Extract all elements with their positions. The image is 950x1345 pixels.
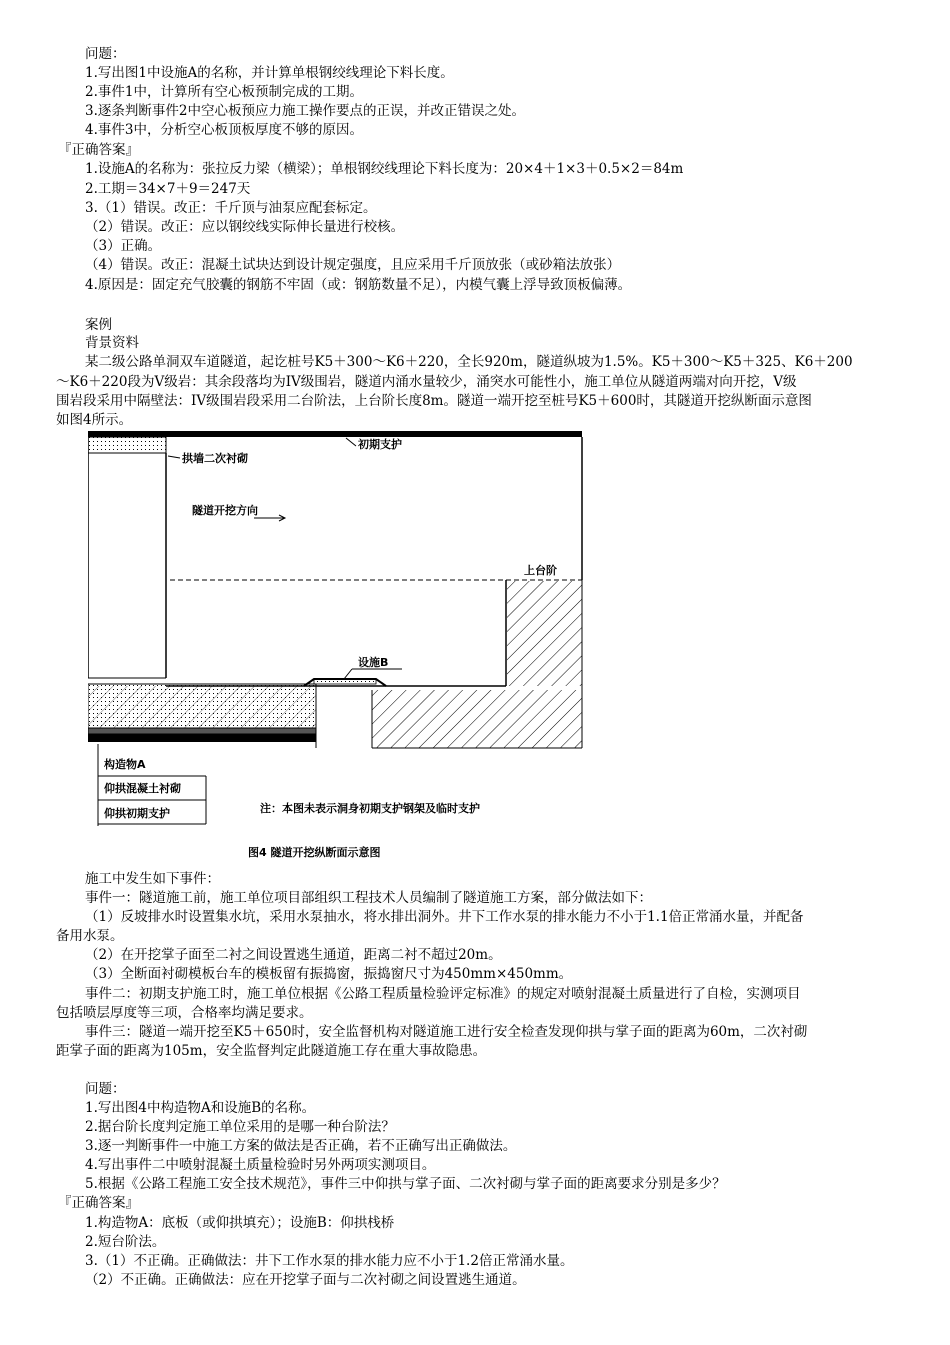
answer-title-2: 『正确答案』 <box>58 1195 139 1211</box>
answer-title-1: 『正确答案』 <box>58 142 139 158</box>
event1-line: 备用水泵。 <box>56 928 124 944</box>
facility-b-label: 设施B <box>358 656 389 669</box>
answer-item: （3）正确。 <box>85 238 162 254</box>
question-title-1: 问题： <box>85 46 126 62</box>
event2-line: 包括喷层厚度等三项，合格率均满足要求。 <box>56 1005 313 1021</box>
answer-item: （2）错误。改正：应以钢绞线实际伸长量进行校核。 <box>85 219 405 235</box>
case-label: 案例 <box>85 317 112 333</box>
arch-lining-label: 拱墙二次衬砌 <box>182 452 248 465</box>
figure-note: 注：本图未表示洞身初期支护钢架及临时支护 <box>260 802 480 815</box>
event1-line: （1）反坡排水时设置集水坑，采用水泵抽水，将水排出洞外。井下工作水泵的排水能力不小于1.1倍正常涌水量，并配备 <box>85 909 804 925</box>
answer-item: （4）错误。改正：混凝土试块达到设计规定强度，且应采用千斤顶放张（或砂箱法放张） <box>85 257 621 273</box>
invert-initial-support <box>88 728 316 734</box>
question-title-2: 问题： <box>85 1081 126 1097</box>
answer-item: 4.原因是：固定充气胶囊的钢筋不牢固（或：钢筋数量不足），内模气囊上浮导致顶板偏薄。 <box>85 277 632 293</box>
event1-line: （2）在开挖掌子面至二衬之间设置逃生通道，距离二衬不超过20m。 <box>85 947 502 963</box>
question-item: 4.事件3中，分析空心板顶板厚度不够的原因。 <box>85 122 363 138</box>
event3-line: 距掌子面的距离为105m，安全监督判定此隧道施工存在重大事故隐患。 <box>56 1043 487 1059</box>
question-item: 3.逐条判断事件2中空心板预应力施工操作要点的正误，并改正错误之处。 <box>85 103 525 119</box>
answer-item: 1.构造物A：底板（或仰拱填充）；设施B：仰拱栈桥 <box>85 1215 395 1231</box>
question-item: 2.事件1中，计算所有空心板预制完成的工期。 <box>85 84 363 100</box>
answer-item: 3.（1）不正确。正确做法：井下工作水泵的排水能力应不小于1.2倍正常涌水量。 <box>85 1253 574 1269</box>
event3-line: 事件三：隧道一端开挖至K5＋650时，安全监督机构对隧道施工进行安全检查发现仰拱与掌子面的距离为60m，二次衬砌 <box>85 1024 808 1040</box>
case-paragraph-line: ～K6＋220段为V级岩：其余段落均为IV级围岩，隧道内涌水量较少，涌突水可能性小，施工单位从隧道两端对向开挖，V级 <box>56 374 797 390</box>
event1-line: 事件一：隧道施工前，施工单位项目部组织工程技术人员编制了隧道施工方案，部分做法如下： <box>85 890 652 906</box>
answer-item: 2.短台阶法。 <box>85 1234 166 1250</box>
answer-item: 3.（1）错误。改正：千斤顶与油泵应配套标定。 <box>85 200 377 216</box>
initial-support-label: 初期支护 <box>358 438 402 451</box>
legend-invert-support: 仰拱初期支护 <box>104 807 170 820</box>
answer-item: 1.设施A的名称为：张拉反力梁（横梁）；单根钢绞线理论下料长度为：20×4＋1×3＋0.5×2＝84m <box>85 161 684 177</box>
legend-structure-a: 构造物A <box>104 758 146 771</box>
background-label: 背景资料 <box>85 335 139 351</box>
question-item: 2.据台阶长度判定施工单位采用的是哪一种台阶法？ <box>85 1119 395 1135</box>
event2-line: 事件二：初期支护施工时，施工单位根据《公路工程质量检验评定标准》的规定对喷射混凝土质量进行了自检，实测项目 <box>85 986 801 1002</box>
question-item: 1.写出图4中构造物A和设施B的名称。 <box>85 1100 316 1116</box>
case-paragraph-line: 如图4所示。 <box>56 412 133 428</box>
event1-line: （3）全断面衬砌模板台车的模板留有振捣窗，振捣窗尺寸为450mm×450mm。 <box>85 966 573 982</box>
initial-support-top <box>88 431 582 437</box>
question-item: 5.根据《公路工程施工安全技术规范》，事件三中仰拱与掌子面、二次衬砌与掌子面的距离要求分别是多少？ <box>85 1176 726 1192</box>
question-item: 1.写出图1中设施A的名称，并计算单根钢绞线理论下料长度。 <box>85 65 454 81</box>
figure-caption: 图4 隧道开挖纵断面示意图 <box>248 846 381 859</box>
bench-hatch <box>507 581 582 686</box>
answer-item: （2）不正确。正确做法：应在开挖掌子面与二次衬砌之间设置逃生通道。 <box>85 1272 526 1288</box>
tunnel-section-figure <box>88 428 598 868</box>
events-intro: 施工中发生如下事件： <box>85 871 220 887</box>
upper-bench-label: 上台阶 <box>524 564 557 577</box>
direction-label: 隧道开挖方向 <box>192 504 258 517</box>
arch-lining-block <box>88 437 166 453</box>
case-paragraph-line: 某二级公路单洞双车道隧道，起讫桩号K5＋300～K6＋220，全长920m，隧道纵坡为1.5%。K5＋300～K5＋325、K6＋200 <box>85 354 853 370</box>
legend-invert-lining: 仰拱混凝土衬砌 <box>104 782 181 795</box>
invert-bottom <box>88 734 316 742</box>
answer-item: 2.工期＝34×7＋9＝247天 <box>85 181 251 197</box>
case-paragraph-line: 围岩段采用中隔壁法：IV级围岩段采用二台阶法，上台阶长度8m。隧道一端开挖至桩号K5＋600时，其隧道开挖纵断面示意图 <box>56 393 812 409</box>
question-item: 4.写出事件二中喷射混凝土质量检验时另外两项实测项目。 <box>85 1157 436 1173</box>
question-item: 3.逐一判断事件一中施工方案的做法是否正确，若不正确写出正确做法。 <box>85 1138 517 1154</box>
